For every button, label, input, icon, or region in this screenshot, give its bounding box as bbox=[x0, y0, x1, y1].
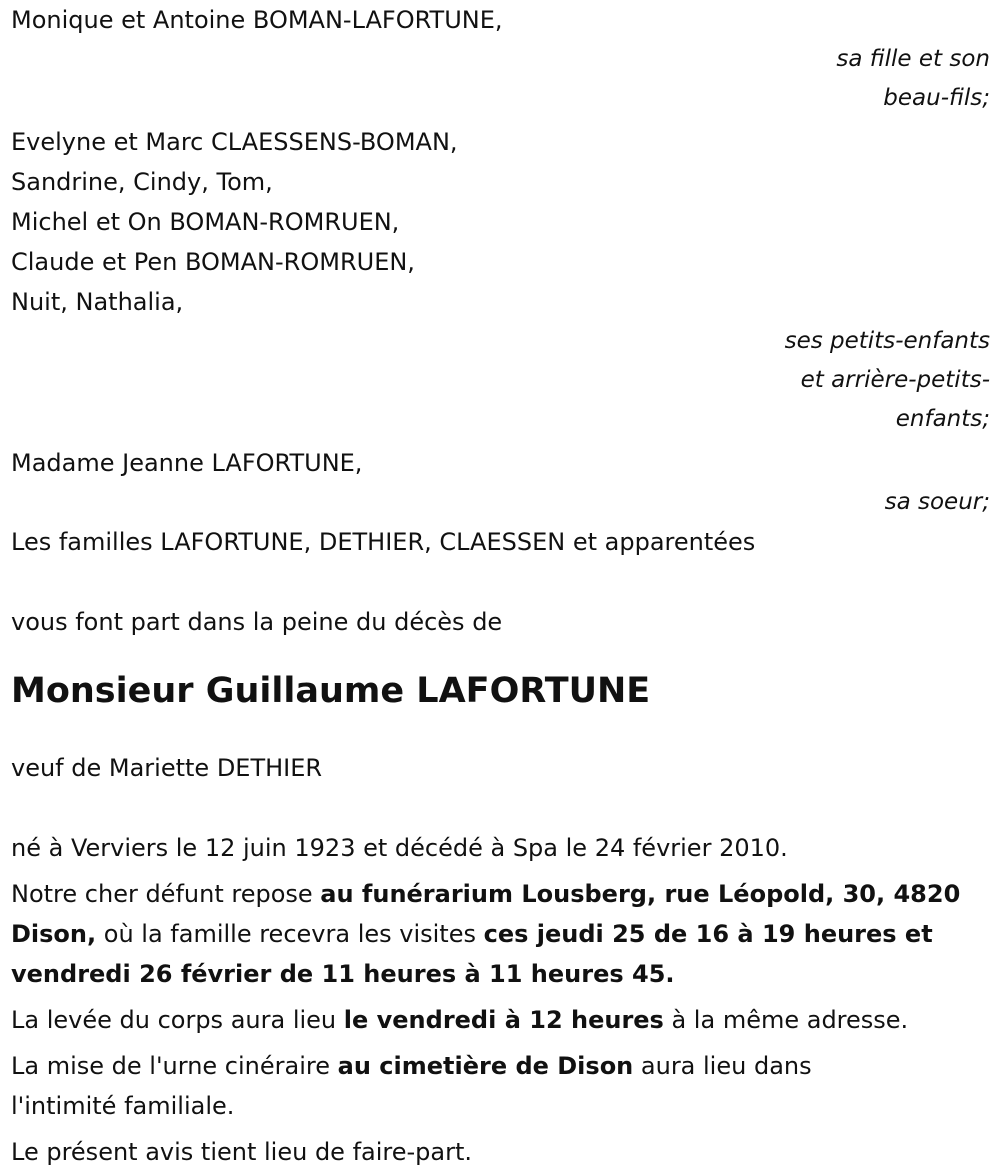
grandchildren-role-line-2: et arrière-petits- bbox=[800, 367, 990, 393]
families-line: Les familles LAFORTUNE, DETHIER, CLAESSEN et apparentées bbox=[11, 528, 756, 556]
sister-line: Madame Jeanne LAFORTUNE, bbox=[11, 449, 363, 477]
urne-text-pre: La mise de l'urne cinéraire bbox=[11, 1052, 338, 1080]
grandchild-line: Nuit, Nathalia, bbox=[11, 288, 184, 316]
urne-paragraph bbox=[11, 1046, 990, 1126]
levee-text-pre: La levée du corps aura lieu bbox=[11, 1006, 344, 1034]
sister-role: sa soeur; bbox=[884, 489, 990, 515]
grandchild-line: Sandrine, Cindy, Tom, bbox=[11, 168, 273, 196]
daughter-line: Monique et Antoine BOMAN-LAFORTUNE, bbox=[11, 6, 503, 34]
levee-paragraph bbox=[11, 1000, 990, 1040]
urne-text-post: aura lieu dans l'intimité familiale. bbox=[11, 1052, 812, 1120]
daughter-role-line-2: beau-fils; bbox=[883, 85, 990, 111]
closing-line: Le présent avis tient lieu de faire-part. bbox=[11, 1138, 473, 1166]
visitation-paragraph bbox=[11, 874, 990, 994]
cemetery-name: au cimetière de Dison bbox=[337, 1052, 634, 1080]
intro-line: vous font part dans la peine du décès de bbox=[11, 608, 503, 636]
grandchildren-role-line-1: ses petits-enfants bbox=[784, 328, 990, 354]
levee-time: le vendredi à 12 heures bbox=[343, 1006, 664, 1034]
deceased-name: Monsieur Guillaume LAFORTUNE bbox=[11, 671, 651, 711]
widower-line: veuf de Mariette DETHIER bbox=[11, 754, 323, 782]
grandchild-line: Evelyne et Marc CLAESSENS-BOMAN, bbox=[11, 128, 458, 156]
funeral-home-address: au funérarium Lousberg, rue Léopold, 30, 4820 Dison, bbox=[11, 880, 961, 948]
grandchild-line: Claude et Pen BOMAN-ROMRUEN, bbox=[11, 248, 415, 276]
visitation-text-pre: Notre cher défunt repose bbox=[11, 880, 321, 908]
birth-death-line: né à Verviers le 12 juin 1923 et décédé à Spa le 24 février 2010. bbox=[11, 834, 788, 862]
visitation-times: ces jeudi 25 de 16 à 19 heures et vendredi 26 février de 11 heures à 11 heures 45. bbox=[11, 920, 933, 988]
daughter-role-line-1: sa fille et son bbox=[836, 46, 990, 72]
grandchild-line: Michel et On BOMAN-ROMRUEN, bbox=[11, 208, 400, 236]
grandchildren-role-line-3: enfants; bbox=[895, 406, 990, 432]
visitation-text-mid: où la famille recevra les visites bbox=[96, 920, 484, 948]
levee-text-post: à la même adresse. bbox=[663, 1006, 909, 1034]
